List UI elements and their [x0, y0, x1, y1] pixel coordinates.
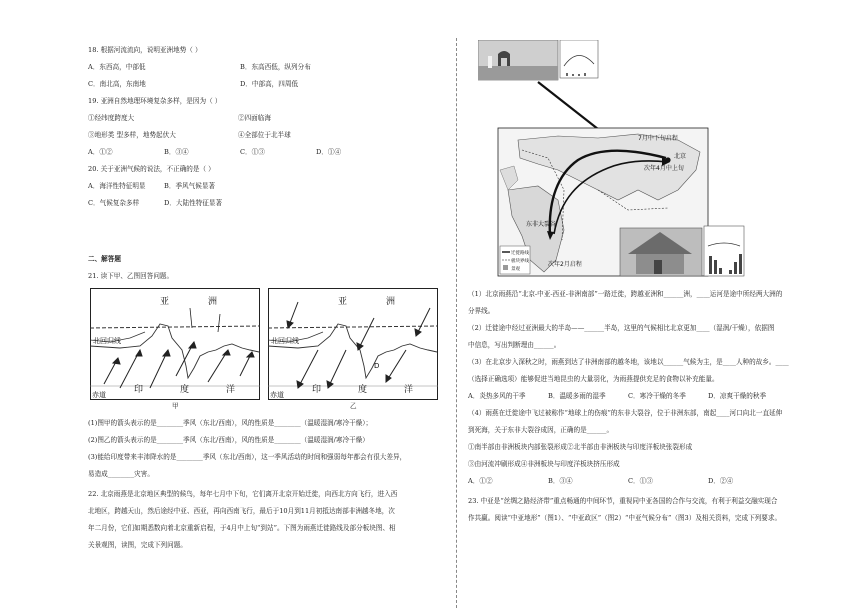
asia-label-1: 亚: [160, 297, 170, 307]
q19-item-4: ④全部位于北半球: [238, 131, 291, 139]
savanna-hut-photo: [620, 228, 702, 276]
tropic-label: 北回归线: [93, 337, 121, 345]
q22-sub-line-8: 到死海，关于东非大裂谷成因，正确的是______。: [468, 426, 614, 434]
q22-sub-option-a: A．炎热多风的干季: [468, 392, 526, 400]
q22-sub-line-3: （2）迁徙途中经过亚洲最大的半岛——______半岛，这里的气候相比北京更加____（湿润/干燥），依据图: [468, 324, 775, 332]
q22-sub-choice-1: ①南半部由非洲板块内部张裂形成②北半部由非洲板块与印度洋板块张裂形成: [468, 443, 693, 451]
q20-option-d: D．大陆性特征显著: [164, 199, 223, 207]
q20-option-a: A．海洋性特征明显: [88, 182, 146, 190]
column-divider: [456, 38, 457, 608]
q21-line-1: (1)图甲的箭头表示的是________季风（东北/西南），风的性质是________（温暖湿润/寒冷干燥）；: [88, 419, 373, 427]
indian-ocean-label-1: 印: [134, 385, 144, 395]
q22-sub-option-b: B．温暖多雨的湿季: [548, 392, 606, 400]
legend-landscape: 景观: [511, 267, 520, 272]
label-feb-depart: 次年2月启程: [548, 261, 582, 268]
point-d-label: D: [374, 362, 380, 370]
q23-line-1: 23. 中亚是“丝绸之路经济带”重点畅通的中间环节，重视同中亚各国的合作与交流，有利于利益交融实现合: [468, 497, 778, 505]
q22-sub-line-2: 分界线。: [468, 307, 495, 315]
q22-sub-line-6: （选择正确选项）能够促进当地昆虫的大量羽化，为雨燕提供充足的食物以补充能量。: [468, 375, 719, 383]
q22-sub-option-c: C．寒冷干燥的冬季: [628, 392, 686, 400]
asia-label-2: 洲: [386, 297, 396, 307]
swift-migration-figure: [478, 40, 768, 280]
asia-label-2: 洲: [208, 297, 218, 307]
q19-option-b: B．③④: [164, 148, 189, 156]
climate-chart-desert: [560, 40, 598, 78]
monsoon-map-yi: [268, 288, 438, 400]
indian-ocean-label-1: 印: [312, 385, 322, 395]
equator-label: 赤道: [92, 391, 106, 399]
q20-option-c: C．气候复杂多样: [88, 199, 140, 207]
q22-sub-option-d: D．凉爽干燥的秋季: [708, 392, 767, 400]
q22-sub-line-1: （1）北京雨燕沿“北京-中亚-西亚-非洲南部”一路迁徙，跨越亚洲和______洲，____运河是途中所经两大洲的: [468, 290, 783, 298]
q22-line-2: 北地区，跨越天山，然后途经中亚、西亚，再向西南飞行，最后于10月到11月初抵达南部非洲越冬地，次: [88, 507, 395, 515]
desert-landscape-photo: [478, 40, 558, 80]
q22-sub-line-5: （3）在北京步入深秋之时，雨燕到达了非洲南部的越冬地，该地以______气候为主，是____人种的故乡。____: [468, 358, 789, 366]
label-east-africa-rift: 东非大裂谷: [526, 221, 557, 228]
q21-stem: 21. 读下甲、乙图回答问题。: [88, 272, 174, 280]
label-july-depart: 7月中下旬启程: [638, 135, 678, 142]
q22-sub-answer-d: D．②④: [708, 477, 734, 485]
q19-item-1: ①经纬度跨度大: [88, 114, 135, 122]
asia-label-1: 亚: [338, 297, 348, 307]
q20-stem: 20. 关于亚洲气候的说法，不正确的是（ ）: [88, 165, 215, 173]
map-caption-jia: 甲: [172, 402, 179, 410]
legend-plate-boundary: 板块界线: [511, 259, 529, 264]
q22-line-4: 关景观图，读图，完成下列问题。: [88, 541, 187, 549]
q19-option-c: C．①③: [240, 148, 265, 156]
q22-sub-line-7: （4）雨燕在迁徙途中飞过被称作“地球上的伤痕”的东非大裂谷，位于非洲东部，南起____河口向北一直延伸: [468, 409, 783, 417]
q18-option-b: B．东高西低，纵列分布: [240, 63, 311, 71]
q19-option-a: A．①②: [88, 148, 113, 156]
q18-stem: 18. 根据河流流向，说明亚洲地势（ ）: [88, 46, 202, 54]
q22-sub-answer-b: B．③④: [548, 477, 573, 485]
q22-sub-line-4: 中信息，写出判断理由______。: [468, 341, 561, 349]
indian-ocean-label-2: 度: [180, 385, 190, 395]
q21-line-2: (2)图乙的箭头表示的是________季风（东北/西南），风的性质是________（温暖湿润/寒冷干燥）: [88, 436, 369, 444]
q22-sub-choice-2: ③由河流冲刷形成④非洲板块与印度洋板块挤压形成: [468, 460, 620, 468]
monsoon-map-jia: [90, 288, 260, 400]
q18-option-d: D．中部高，四周低: [240, 80, 299, 88]
label-april-arrive: 次年4月中上旬: [644, 165, 684, 172]
q18-option-a: A．东西高，中部低: [88, 63, 146, 71]
map-caption-yi: 乙: [350, 402, 357, 410]
climate-chart-savanna: [704, 226, 744, 276]
tropic-label: 北回归线: [271, 337, 299, 345]
equator-label: 赤道: [270, 391, 284, 399]
label-beijing: 北京: [674, 153, 687, 160]
q21-line-3: (3)能给印度带来丰沛降水的是________季风（东北/西南），这一季风活动的时间和强弱每年都会有很大差异，: [88, 453, 407, 461]
indian-ocean-label-2: 度: [358, 385, 368, 395]
q19-stem: 19. 亚洲自然地理环境复杂多样，是因为（ ）: [88, 97, 222, 105]
q22-sub-answer-c: C．①③: [628, 477, 653, 485]
q21-line-4: 易造成________灾害。: [88, 470, 154, 478]
indian-ocean-label-3: 洋: [404, 385, 414, 395]
section-heading: 二、解答题: [88, 255, 121, 263]
q19-item-3: ③地形类 型多样，地势起伏大: [88, 131, 176, 139]
q20-option-b: B．季风气候显著: [164, 182, 216, 190]
q19-item-2: ②四面临海: [238, 114, 271, 122]
q22-sub-answer-a: A．①②: [468, 477, 493, 485]
map-legend: [500, 246, 530, 274]
q23-line-2: 作共赢。阅读“中亚地形”（图1）、“中亚政区”（图2）“中亚气候分布”（图3）及相关资料，完成下列要求。: [468, 514, 782, 522]
q22-line-1: 22. 北京雨燕是北京地区典型的候鸟，每年七月中下旬，它们离开北京开始迁徙，向西北方向飞行，进入西: [88, 490, 398, 498]
q18-option-c: C．南北高，东南地: [88, 80, 146, 88]
indian-ocean-label-3: 洋: [226, 385, 236, 395]
q22-line-3: 年二月份，它们如期悉数向着北京重新启程，于4月中上旬“到站”。下图为雨燕迁徙路线及部分板块图、相: [88, 524, 396, 532]
q19-option-d: D．①④: [316, 148, 342, 156]
legend-route: 迁徙路线: [511, 251, 529, 256]
